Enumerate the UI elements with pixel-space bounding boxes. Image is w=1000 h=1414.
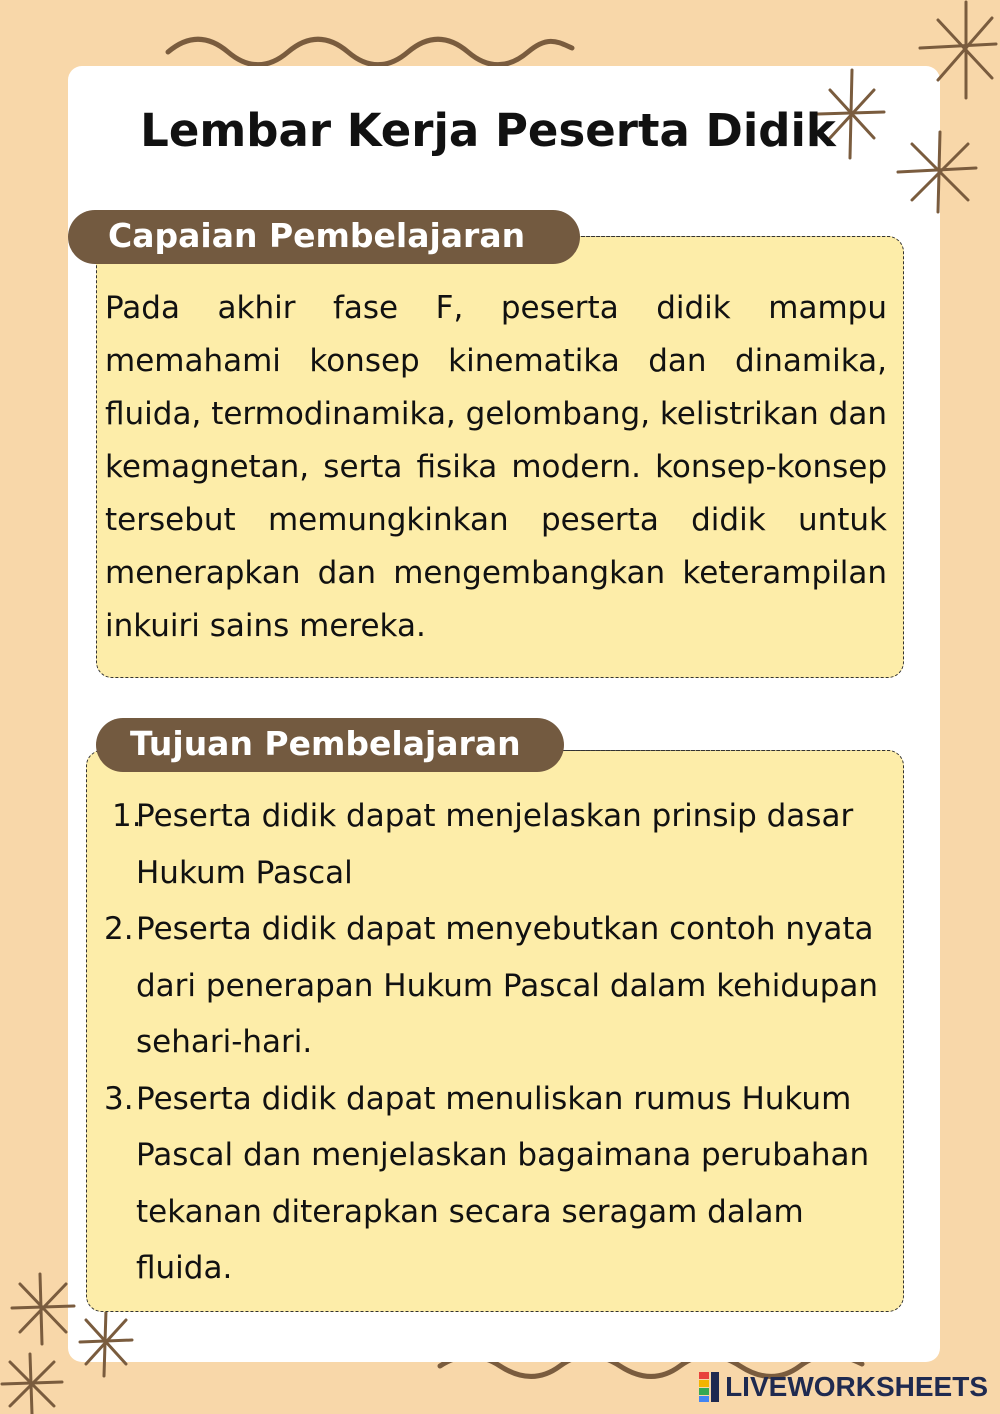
tujuan-heading-connector [560, 750, 890, 751]
tujuan-list [104, 788, 904, 1297]
sparkle-icon [896, 130, 978, 214]
sparkle-icon [908, 0, 998, 100]
sparkle-icon [78, 1308, 134, 1378]
capaian-heading-connector [576, 236, 890, 237]
capaian-text: Pada akhir fase F, peserta didik mampu memahami konsep kinematika dan dinamika, fluida, termodinamika, gelombang, kelistrikan dan kemagnetan, serta fisika modern. konsep-konsep tersebut memungkinkan peserta didik untuk menerapkan dan mengembangkan keterampilan inkuiri sains mereka. [105, 290, 887, 644]
list-item [104, 788, 904, 901]
page-title: Lembar Kerja Peserta Didik [140, 104, 836, 157]
list-item [104, 901, 904, 1071]
list-item [104, 1071, 904, 1297]
tujuan-heading: Tujuan Pembelajaran [96, 718, 564, 772]
liveworksheets-logo-icon [697, 1371, 721, 1403]
wavy-line-top-decoration [160, 30, 580, 70]
list-item-number: 2. [104, 911, 134, 947]
list-item-number: 1. [112, 798, 142, 834]
list-item-text: Peserta didik dapat menjelaskan prinsip dasar Hukum Pascal [136, 798, 854, 891]
list-item-text: Peserta didik dapat menuliskan rumus Hukum Pascal dan menjelaskan bagaimana perubahan tekanan diterapkan secara seragam dalam fluida. [136, 1080, 870, 1286]
list-item-number: 3. [104, 1080, 134, 1117]
liveworksheets-brand-text: LIVEWORKSHEETS [725, 1371, 988, 1402]
capaian-heading: Capaian Pembelajaran [68, 210, 580, 264]
list-item-text: Peserta didik dapat menyebutkan contoh nyata dari penerapan Hukum Pascal dalam kehidupan sehari-hari. [136, 911, 879, 1060]
sparkle-icon [0, 1352, 64, 1414]
liveworksheets-brand [697, 1370, 988, 1404]
sparkle-icon [10, 1272, 76, 1346]
